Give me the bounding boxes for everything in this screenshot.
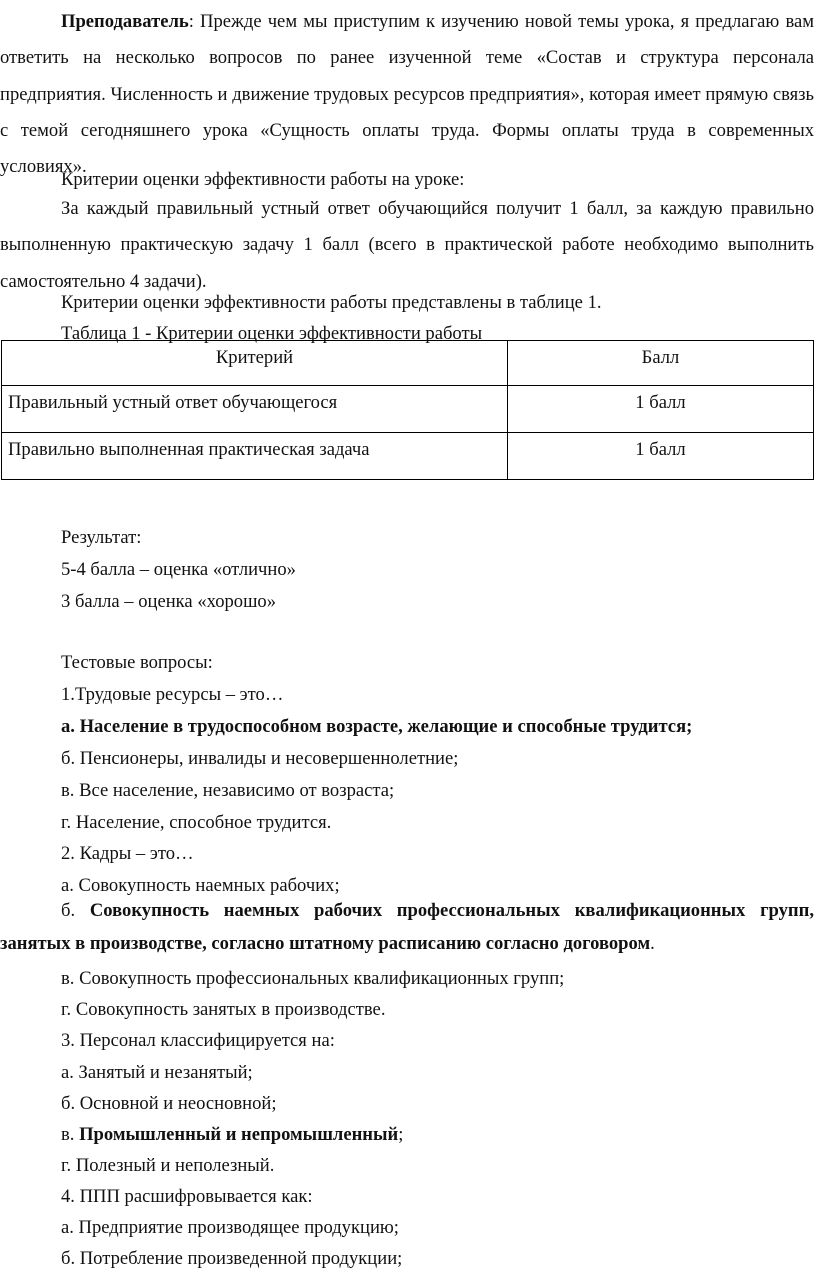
criteria-paragraph: За каждый правильный устный ответ обучающийся получит 1 балл, за каждую правильно выполненную практическую задачу 1 балл (всего в практической работе необходимо выполнить самостоятельно 4 задачи). — [0, 198, 814, 292]
answer-2d: г. Совокупность занятых в производстве. — [61, 999, 386, 1020]
table-caption: Таблица 1 - Критерии оценки эффективности работы — [61, 323, 483, 344]
criteria-reference: Критерии оценки эффективности работы представлены в таблице 1. — [61, 292, 602, 313]
criteria-table — [1, 340, 814, 480]
criteria-heading: Критерии оценки эффективности работы на уроке: — [61, 169, 465, 190]
question-1: 1.Трудовые ресурсы – это… — [61, 684, 284, 705]
intro-paragraph — [0, 4, 814, 185]
answer-1a-correct: а. Население в трудоспособном возрасте, желающие и способные трудится; — [61, 716, 693, 737]
answer-1b: б. Пенсионеры, инвалиды и несовершеннолетние; — [61, 748, 459, 769]
answer-2a: а. Совокупность наемных рабочих; — [61, 875, 340, 896]
question-3: 3. Персонал классифицируется на: — [61, 1030, 335, 1051]
answer-3b: б. Основной и неосновной; — [61, 1093, 277, 1114]
answer-3a: а. Занятый и незанятый; — [61, 1062, 253, 1083]
answer-3c-bold-text: Промышленный и непромышленный — [79, 1124, 399, 1145]
tests-title: Тестовые вопросы: — [61, 652, 213, 673]
table-cell-criterion: Правильный устный ответ обучающегося — [2, 386, 508, 433]
result-title: Результат: — [61, 527, 142, 548]
speaker-label: Преподаватель — [61, 11, 189, 32]
answer-4b: б. Потребление произведенной продукции; — [61, 1248, 403, 1269]
answer-2b-correct: б. Совокупность наемных рабочих профессиональных квалификационных групп, занятых в производстве, согласно штатному расписанию согласно договором. — [0, 900, 814, 954]
answer-2b-bold-text: Совокупность наемных рабочих профессиональных квалификационных групп, занятых в производстве, согласно штатному расписанию согласно договором — [0, 900, 814, 954]
table-header-row — [2, 341, 814, 386]
answer-1d: г. Население, способное трудится. — [61, 812, 332, 833]
table-cell-criterion: Правильно выполненная практическая задача — [2, 433, 508, 480]
result-line: 3 балла – оценка «хорошо» — [61, 591, 277, 612]
answer-3d: г. Полезный и неполезный. — [61, 1155, 275, 1176]
table-cell-score: 1 балл — [508, 433, 814, 480]
result-line: 5-4 балла – оценка «отлично» — [61, 559, 296, 580]
intro-text: : Прежде чем мы приступим к изучению новой темы урока, я предлагаю вам ответить на несколько вопросов по ранее изученной теме «Состав и структура персонала предприятия. Численность и движение трудовых ресурсов предприятия», которая имеет прямую связь с темой сегодняшнего урока «Сущность оплаты труда. Формы оплаты труда в современных условиях». — [0, 11, 814, 178]
answer-4a: а. Предприятие производящее продукцию; — [61, 1217, 399, 1238]
table-header-score: Балл — [508, 341, 814, 386]
question-2: 2. Кадры – это… — [61, 843, 194, 864]
table-row — [2, 433, 814, 480]
table-cell-score: 1 балл — [508, 386, 814, 433]
answer-2c: в. Совокупность профессиональных квалификационных групп; — [61, 968, 565, 989]
table-header-criterion: Критерий — [2, 341, 508, 386]
table-row — [2, 386, 814, 433]
answer-1c: в. Все население, независимо от возраста; — [61, 780, 395, 801]
answer-3c-correct: в. Промышленный и непромышленный; — [61, 1124, 404, 1145]
question-4: 4. ППП расшифровывается как: — [61, 1186, 313, 1207]
